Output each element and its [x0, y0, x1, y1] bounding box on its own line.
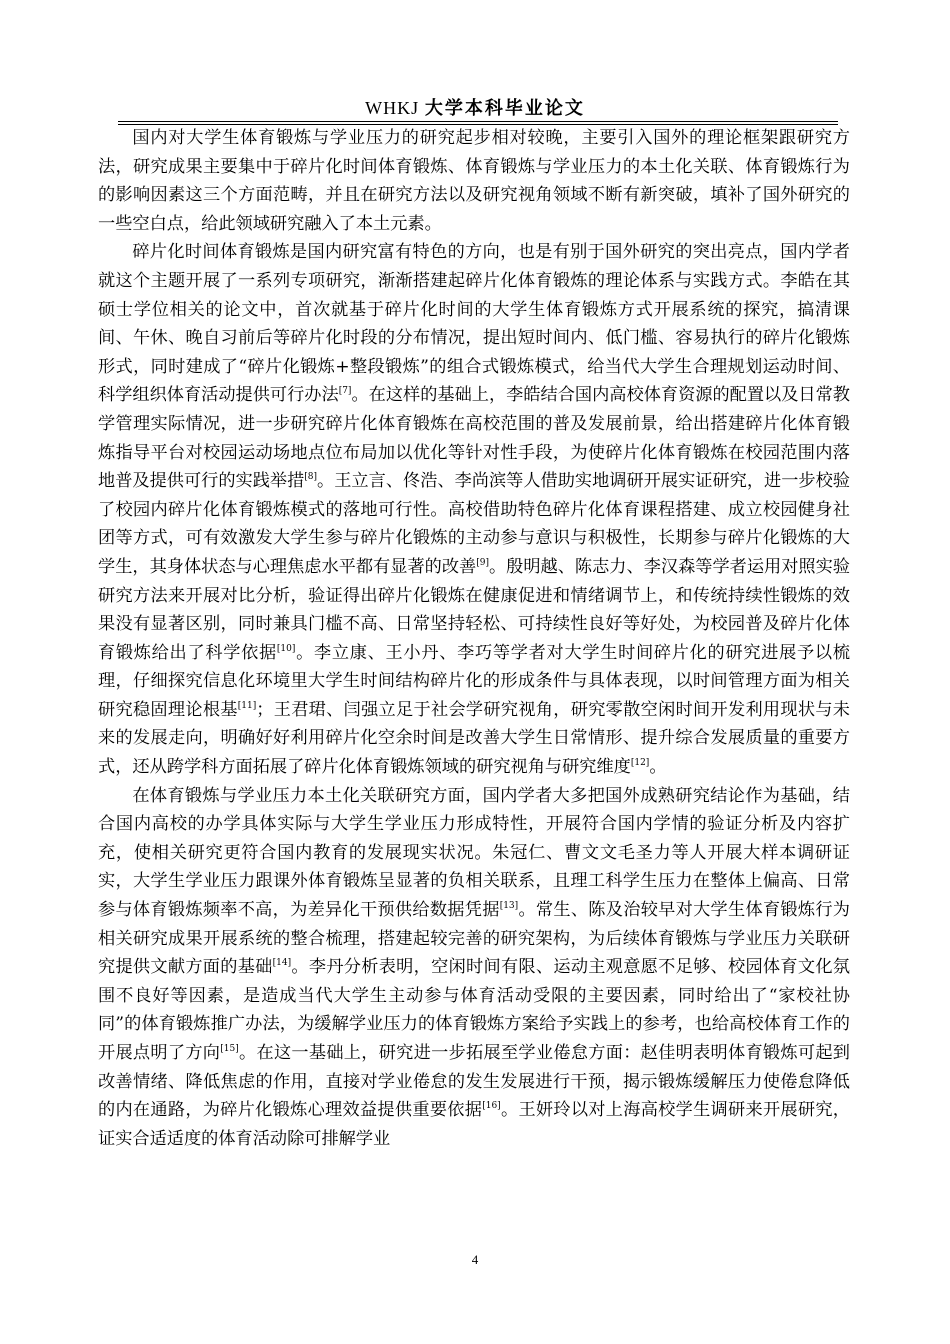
citation-marker: [8]	[304, 472, 318, 483]
paragraph-text: 。李立康、王小丹、李巧等学者对大学生时间碎片化的研究进展予以梳理，仔细探究信息化环境里大学生时间结构碎片化的形成条件与具体表现，以时间管理方面为相关研究稳固理论根基	[98, 642, 850, 720]
paragraph-text: 碎片化时间体育锻炼是国内研究富有特色的方向，也是有别于国外研究的突出亮点，国内学者就这个主题开展了一系列专项研究，渐渐搭建起碎片化体育锻炼的理论体系与实践方式。李皓在其硕士学位相关的论文中，首次就基于碎片化时间的大学生体育锻炼方式开展系统的探究，搞清课间、午休、晚自习前后等碎片化时段的分布情况，提出短时间内、低门槛、容易执行的碎片化锻炼形式，同时建成了“碎片化锻炼+整段锻炼”的组合式锻炼模式，给当代大学生合理规划运动时间、科学组织体育活动提供可行办法	[98, 242, 850, 406]
citation-marker: [9]	[476, 557, 489, 568]
citation-marker: [15]	[220, 1044, 239, 1054]
header-title: 大学本科毕业论文	[424, 98, 585, 119]
paragraph-text: 。在这样的基础上，李皓结合国内高校体育资源的配置以及日常教学管理实际情况，进一步研究碎片化体育锻炼在高校范围的普及发展前景，给出搭建碎片化体育锻炼指导平台对校园运动场地点位布局加以优化等针对性手段，为使碎片化体育锻炼在校园范围内落地普及提供可行的实践举措	[98, 385, 850, 492]
citation-marker: [10]	[276, 643, 296, 654]
citation-marker: [14]	[272, 958, 292, 969]
citation-marker: [11]	[237, 700, 257, 711]
page-number: 4	[471, 1252, 479, 1267]
paragraph	[98, 124, 850, 238]
paragraph-text: 。王立言、佟浩、李尚滨等人借助实地调研开展实证研究，进一步校验了校园内碎片化体育锻炼模式的落地可行性。高校借助特色碎片化体育课程搭建、成立校园健身社团等方式，可有效激发大学生参与碎片化锻炼的主动参与意识与积极性，长期参与碎片化锻炼的大学生，其身体状态与心理焦虑水平都有显著的改善	[98, 471, 850, 577]
citation-marker: [12]	[630, 758, 650, 769]
paragraph-text: 。殷明越、陈志力、李汉森等学者运用对照实验研究方法来开展对比分析，验证得出碎片化锻炼在健康促进和情绪调节上，和传统持续性锻炼的效果没有显著区别，同时兼具门槛不高、日常坚持轻松、可持续性良好等好处，为校园普及碎片化体育锻炼给出了科学依据	[98, 556, 850, 663]
citation-marker: [16]	[482, 1101, 501, 1112]
paragraph-text: ；王君珺、闫强立足于社会学研究视角，研究零散空闲时间开发利用现状与未来的发展走向，明确好好利用碎片化空余时间是改善大学生日常情形、提升综合发展质量的重要方式，还从跨学科方面拓展了碎片化体育锻炼领域的研究视角与研究维度	[98, 699, 850, 778]
body-text	[98, 124, 850, 1153]
running-header	[0, 96, 950, 121]
citation-marker: [7]	[338, 386, 352, 397]
header-latin: WHKJ	[365, 98, 420, 118]
paragraph	[98, 238, 850, 781]
paragraph	[98, 782, 850, 1154]
paragraph-text: 。	[649, 757, 667, 778]
paragraph-text: 国内对大学生体育锻炼与学业压力的研究起步相对较晚，主要引入国外的理论框架跟研究方法，研究成果主要集中于碎片化时间体育锻炼、体育锻炼与学业压力的本土化关联、体育锻炼行为的影响因素这三个方面范畴，并且在研究方法以及研究视角领域不断有新突破，填补了国外研究的一些空白点，给此领域研究融入了本土元素。	[98, 128, 850, 234]
paragraph-text: 在体育锻炼与学业压力本土化关联研究方面，国内学者大多把国外成熟研究结论作为基础，结合国内高校的办学具体实际与大学生学业压力形成特性，开展符合国内学情的验证分析及内容扩充，使相关研究更符合国内教育的发展现实状况。朱冠仁、曹文文毛圣力等人开展大样本调研证实，大学生学业压力跟课外体育锻炼呈显著的负相关联系，且理工科学生压力在整体上偏高、日常参与体育锻炼频率不高，为差异化干预供给数据凭据	[98, 785, 850, 921]
citation-marker: [13]	[499, 901, 519, 912]
paragraph-text: 。常生、陈及治较早对大学生体育锻炼行为相关研究成果开展系统的整合梳理，搭建起较完善的研究架构，为后续体育锻炼与学业压力关联研究提供文献方面的基础	[98, 900, 850, 978]
paragraph-text: 。在这一基础上，研究进一步拓展至学业倦怠方面：赵佳明表明体育锻炼可起到改善情绪、降低焦虑的作用，直接对学业倦怠的发生发展进行干预，揭示锻炼缓解压力使倦怠降低的内在通路，为碎片化锻炼心理效益提供重要依据	[98, 1043, 850, 1121]
paragraph-text: 。王妍玲以对上海高校学生调研来开展研究，证实合适适度的体育活动除可排解学业	[98, 1100, 850, 1149]
paragraph-text: 。李丹分析表明，空闲时间有限、运动主观意愿不足够、校园体育文化氛围不良好等因素，是造成当代大学生主动参与体育活动受限的主要因素，同时给出了“家校社协同”的体育锻炼推广办法，为缓解学业压力的体育锻炼方案给予实践上的参考，也给高校体育工作的开展点明了方向	[98, 957, 850, 1063]
header-rule-top	[118, 121, 838, 122]
